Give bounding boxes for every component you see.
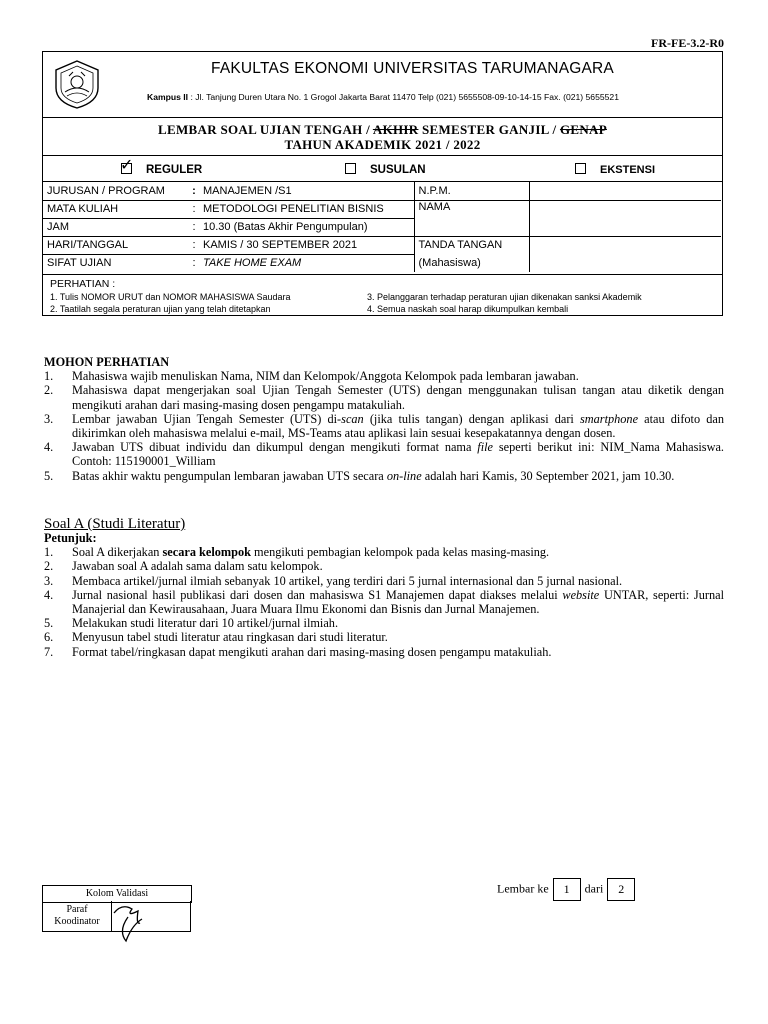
- info-label: MATA KULIAH: [43, 200, 189, 218]
- title-struck-genap: GENAP: [559, 122, 607, 137]
- faculty-row: [43, 52, 722, 118]
- info-value: MANAJEMEN /S1: [199, 182, 414, 200]
- title-part-1: LEMBAR SOAL UJIAN TENGAH /: [158, 122, 373, 137]
- notice-item: 2. Taatilah segala peraturan ujian yang telah ditetapkan: [50, 304, 271, 314]
- info-label: JURUSAN / PROGRAM: [43, 182, 189, 200]
- exam-body: [44, 355, 724, 659]
- info-value: TAKE HOME EXAM: [199, 254, 414, 272]
- sheet-label: Lembar ke: [497, 881, 549, 896]
- info-colon: :: [192, 257, 196, 270]
- student-info-table: [43, 182, 721, 272]
- signature-label: TANDA TANGAN: [414, 236, 529, 254]
- title-row: [43, 118, 722, 156]
- sheet-current: 1: [553, 878, 581, 901]
- campus-address-text: : Jl. Tanjung Duren Utara No. 1 Grogol Jakarta Barat 11470 Telp (021) 5655508-09-10-14-15 Fax. (021) 5655521: [190, 92, 619, 102]
- list-item: 1. Mahasiswa wajib menuliskan Nama, NIM dan Kelompok/Anggota Kelompok pada lembaran jawaban.: [44, 369, 579, 384]
- soal-list: [44, 545, 724, 659]
- program-ekstensi: [575, 163, 655, 176]
- mohon-title: MOHON PERHATIAN: [44, 355, 170, 369]
- reguler-label: REGULER: [146, 164, 203, 176]
- list-item: 5. Batas akhir waktu pengumpulan lembaran jawaban UTS secara on-line adalah hari Kamis, 30 September 2021, jam 10.30.: [44, 468, 675, 483]
- sheet-of: dari: [584, 881, 604, 896]
- info-colon: :: [189, 182, 199, 200]
- program-susulan: [345, 163, 426, 176]
- npm-label: N.P.M.: [414, 182, 529, 200]
- table-row: [43, 236, 721, 254]
- title-struck-akhir: AKHIR: [372, 122, 419, 137]
- exam-title: [43, 122, 722, 138]
- susulan-checkbox[interactable]: [345, 163, 356, 174]
- soal-a-title: Soal A (Studi Literatur): [44, 515, 186, 532]
- list-item: 3. Lembar jawaban Ujian Tengah Semester (UTS) di-scan (jika tulis tangan) dengan aplikasi dari smartphone atau difoto dan dikirimkan oleh mahasiswa melalui e-mail, MS-Teams atau aplikasi lain sesuai kesepakatannya dengan dosen.: [44, 411, 724, 441]
- notice-item: 1. Tulis NOMOR URUT dan NOMOR MAHASISWA Saudara: [50, 292, 291, 302]
- notice-item: 4. Semua naskah soal harap dikumpulkan kembali: [367, 304, 569, 314]
- coordinator-signature: [92, 895, 152, 945]
- validation-label: Paraf Koodinator: [42, 901, 112, 932]
- reguler-checkbox[interactable]: [120, 157, 134, 174]
- info-value: 10.30 (Batas Akhir Pengumpulan): [199, 218, 414, 236]
- sheet-total: 2: [607, 878, 635, 901]
- table-row: [43, 182, 721, 200]
- list-item: 2. Jawaban soal A adalah sama dalam satu kelompok.: [44, 559, 323, 574]
- faculty-name: FAKULTAS EKONOMI UNIVERSITAS TARUMANAGARA: [211, 60, 614, 77]
- info-label: HARI/TANGGAL: [43, 236, 189, 254]
- info-label: JAM: [43, 218, 189, 236]
- validation-head: Kolom Validasi: [42, 885, 192, 903]
- program-row: [43, 156, 722, 182]
- npm-field[interactable]: [529, 182, 721, 200]
- info-label: SIFAT UJIAN: [47, 257, 112, 270]
- list-item: 6. Menyusun tabel studi literatur atau ringkasan dari studi literatur.: [44, 630, 388, 645]
- notice-title: PERHATIAN :: [50, 278, 116, 290]
- info-colon: :: [189, 236, 199, 254]
- form-code: FR-FE-3.2-R0: [651, 36, 724, 50]
- info-colon: :: [189, 200, 199, 218]
- nama-label: NAMA: [414, 200, 529, 218]
- list-item: 4. Jawaban UTS dibuat individu dan dikumpul dengan mengikuti format nama file seperti berikut ini: NIM_Nama Mahasiswa. Contoh: 115190001_William: [44, 440, 724, 469]
- ekstensi-checkbox[interactable]: [575, 163, 586, 174]
- list-item: 7. Format tabel/ringkasan dapat mengikuti arahan dari masing-masing dosen pengampu matakuliah.: [44, 644, 552, 659]
- campus-label: Kampus II: [147, 92, 189, 102]
- list-item: 1. Soal A dikerjakan secara kelompok mengikuti pembagian kelompok pada kelas masing-masing.: [44, 545, 550, 560]
- info-empty: [414, 218, 529, 236]
- mohon-list: [44, 369, 724, 483]
- signature-sublabel: (Mahasiswa): [414, 254, 529, 272]
- list-item: 2. Mahasiswa dapat mengerjakan soal Ujian Tengah Semester (UTS) dengan menggunakan tulisan tangan atau diketik dengan mengikuti arahan dari masing-masing dosen pengampu matakuliah.: [44, 383, 724, 412]
- info-colon: :: [189, 218, 199, 236]
- nama-field[interactable]: [529, 200, 721, 236]
- list-item: 3. Membaca artikel/jurnal ilmiah sebanyak 10 artikel, yang terdiri dari 5 jurnal internasional dan 5 jurnal nasional.: [44, 573, 623, 588]
- academic-year: TAHUN AKADEMIK 2021 / 2022: [284, 137, 481, 152]
- campus-address: [147, 92, 619, 102]
- exam-header: [42, 51, 723, 316]
- title-part-2: SEMESTER GANJIL /: [418, 122, 560, 137]
- check-icon: ✓: [120, 157, 134, 174]
- info-value: KAMIS / 30 SEPTEMBER 2021: [199, 236, 414, 254]
- ekstensi-label: EKSTENSI: [600, 164, 656, 176]
- petunjuk-label: Petunjuk:: [44, 531, 97, 546]
- list-item: 4. Jurnal nasional hasil publikasi dari dosen dan mahasiswa S1 Manajemen dapat diakses melalui website UNTAR, seperti: Jurnal Manajerial dan Kewirausahaan, Juara Muara Ilmu Ekonomi dan Bisnis dan Jurnal Manajemen.: [44, 587, 724, 617]
- notice-box: [43, 274, 722, 316]
- list-item: 5. Melakukan studi literatur dari 10 artikel/jurnal ilmiah.: [44, 616, 339, 631]
- info-value: METODOLOGI PENELITIAN BISNIS: [199, 200, 414, 218]
- program-reguler: [120, 157, 203, 176]
- table-row: [43, 200, 721, 218]
- susulan-label: SUSULAN: [370, 164, 426, 176]
- notice-item: 3. Pelanggaran terhadap peraturan ujian dikenakan sanksi Akademik: [367, 292, 642, 302]
- signature-field[interactable]: [529, 236, 721, 272]
- sheet-number: [497, 878, 639, 901]
